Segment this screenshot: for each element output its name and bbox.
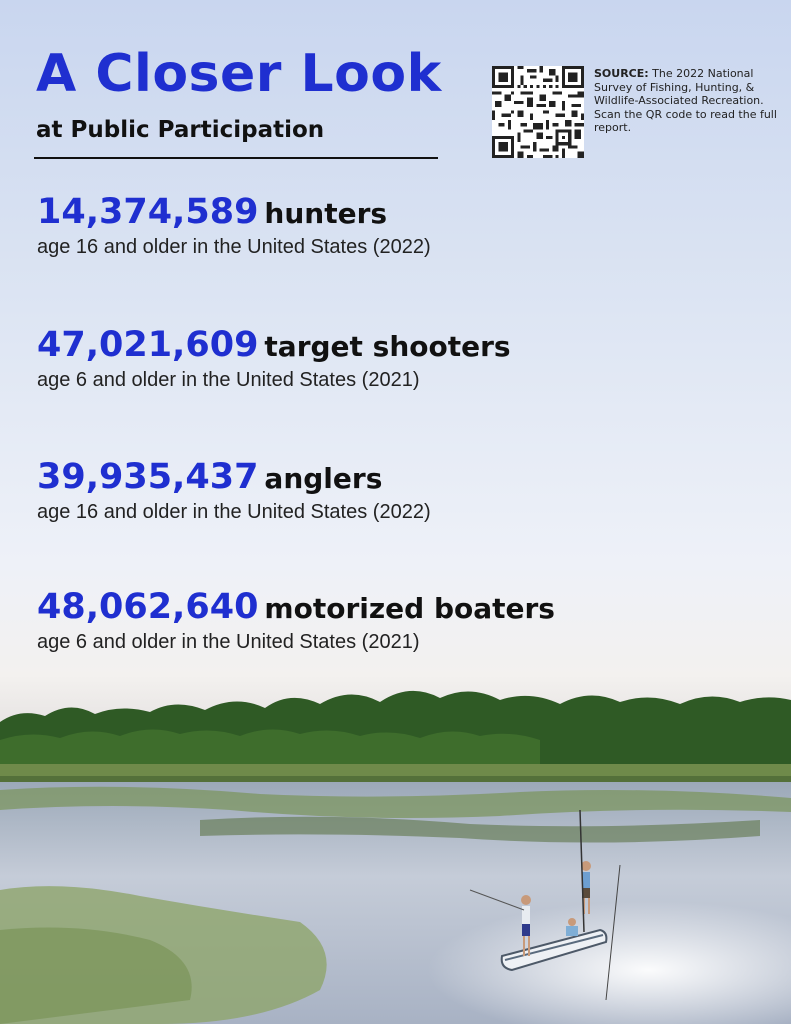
source-label: SOURCE:	[594, 67, 649, 80]
stat-number: 39,935,437	[37, 457, 259, 497]
stat-description: age 16 and older in the United States (2022)	[37, 236, 431, 258]
stat-target-shooters	[37, 325, 511, 392]
stat-label: hunters	[264, 197, 388, 230]
title-divider	[34, 157, 438, 159]
stat-label: target shooters	[264, 330, 511, 363]
stat-number: 48,062,640	[37, 587, 259, 627]
stat-motorized-boaters	[37, 587, 555, 654]
stat-hunters	[37, 192, 431, 259]
page-subtitle: at Public Participation	[36, 117, 325, 143]
stat-number: 14,374,589	[37, 192, 259, 232]
stat-description: age 6 and older in the United States (2021)	[37, 631, 420, 653]
source-note	[594, 67, 779, 135]
lake-photo	[0, 660, 791, 1024]
stat-label: motorized boaters	[264, 592, 555, 625]
stat-description: age 6 and older in the United States (2021)	[37, 369, 420, 391]
stat-number: 47,021,609	[37, 325, 259, 365]
stat-label: anglers	[264, 462, 383, 495]
stat-description: age 16 and older in the United States (2022)	[37, 501, 431, 523]
qr-code-icon[interactable]	[492, 66, 584, 158]
source-text: The 2022 National Survey of Fishing, Hunting, & Wildlife-Associated Recreation. Scan the QR code to read the full report.	[594, 67, 777, 134]
stat-anglers	[37, 457, 431, 524]
page-title: A Closer Look	[36, 44, 442, 104]
